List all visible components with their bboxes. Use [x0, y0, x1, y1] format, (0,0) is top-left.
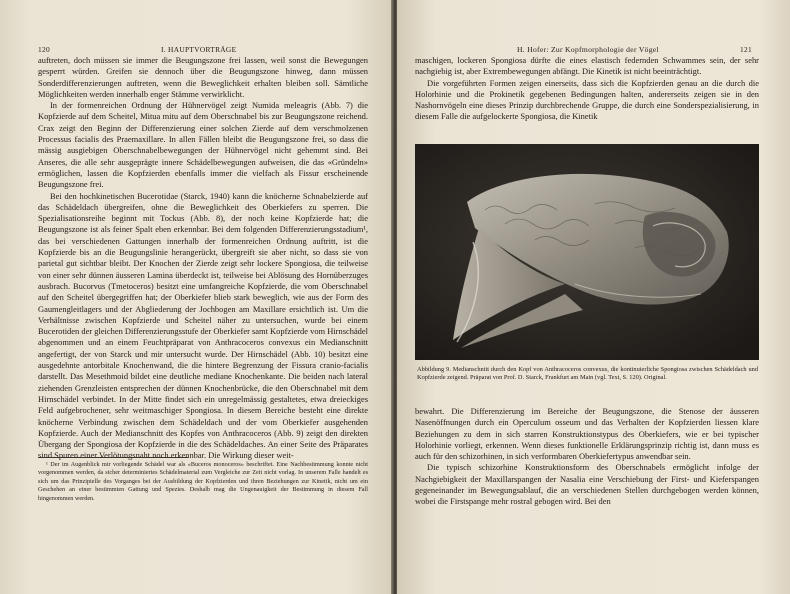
left-body-text — [38, 55, 368, 462]
left-paragraph-2: In der formenreichen Ordnung der Hühnervögel zeigt Numida meleagris (Abb. 7) die Kopfzierde auf dem Scheitel, Mitua mitu auf dem Oberschnabel bis zur Beugungszone reichend. Crax zeigt den Beginn der Differenzierung einer solchen Zierde auf dem verschmolzenen Processus facialis des Praemaxillare. In allen Fällen bleibt die Beugungszone frei, so dass die mässig ausgiebigen Oberschnabelbewegungen der Hühnervögel nicht gehemmt sind. Bei Anseres, die alle sehr ausgeprägte innere Schädelbewegungen aufweisen, die das «Gründeln» ermöglichen, lassen die Kopfzierden ebenfalls immer die vielfach als Fissur erscheinende Beugungszone frei. — [38, 100, 368, 190]
footnote-rule — [38, 457, 188, 458]
right-paragraph-3: bewahrt. Die Differenzierung im Bereiche der Beugungszone, die Stenose der äusseren Nasenöffnungen durch ein Operculum osseum und das Verhalten der Kopfzierden liessen klare Beziehungen zu dem in sich starren Konstruktionstypus des Oberkiefers, wie er bei typischer Holorhinie vorliegt, erkennen. Wenn dieses funktionelle Erklärungsprinzip richtig ist, dann muss es auch für den schizorhinen, in sich verformbaren Oberkiefertypus anwendbar sein. — [415, 406, 759, 462]
left-paragraph-3: Bei den hochkinetischen Bucerotidae (Starck, 1940) kann die knöcherne Schnabelzierde auf das Schädeldach übergreifen, ohne die Beweglichkeit des Oberkiefers zu sperren. Die Spezialisationsreihe beginnt mit Tockus (Abb. 8), der noch keine Kopfzierde hat; die Beugungszone ist als feiner Spalt eben erkennbar. Bei dem folgenden Differenzierungsstadium¹, das bei verschiedenen Gattungen innerhalb der formenreichen Ordnung auftritt, ist die Kopfzierde bis an die Beugungslinie herangerückt, übergreift sie aber nicht, so dass sie von parietal gut sichtbar bleibt. Der Knochen der Zierde zeigt sehr lockere Spongiosa, die teilweise von einer sehr dünnen äusseren Lamina überdeckt ist, teilweise bei Ablösung des Hornüberzuges ausbrach. Bucorvus (Tmetoceros) besitzt eine umfangreiche Kopfzierde, die vom Oberschnabel auf den Scheitel übergegriffen hat; der Oberkiefer blieb stark beweglich, wie aus der Form des Gaumengleitlagers und der Abgliederung der Jochbogen am Maxillare ersichtlich ist. Um die Verhältnisse zwischen Kopfzierde und Scheitel näher zu untersuchen, wurde bei einem Bucerotiden der gleichen Differenzierungsstufe der Oberkiefer samt Kopfzierde vom Hirnschädel abgenommen und an einem Feuchtpräparat von Anthracoceros convexus ein Medianschnitt angefertigt, der von Starck und mir untersucht wurde. Der Hirnschädel (Abb. 10) besitzt eine ausgedehnte antorbitale Knochenwand, die die hintere Begrenzung der Fissura cranio-facialis darstellt. Das Mesethmoid bildet eine deutliche mediane Knochenkante. Die beiden nach lateral ziehenden Grenzleisten entsprechen der dünnen Knochenbrücke, die den Oberschnabel mit dem Hirnschädel verbindet. In der Mitte findet sich ein unregelmässig gestaltetes, etwa dreieckiges Feld aufgebrochener, sehr weitmaschiger Spongiosa. In diesem Bereiche besteht eine direkte knöcherne Verbindung zwischen dem Schädeldach und der vom Oberkiefer ausgehenden Kopfzierde. Auch der Medianschnitt des Kopfes von Anthracoceros (Abb. 9) zeigt den direkten Übergang der Spongiosa der Kopfzierde in die des Schädeldaches. An einer Seite des Präparates sind Spuren einer Verlötungsnaht noch erkennbar. Die Wirkung dieser weit- — [38, 190, 368, 461]
left-page-number: 120 — [38, 45, 50, 54]
left-running-title: I. HAUPTVORTRÄGE — [161, 45, 237, 54]
right-paragraph-1: maschigen, lockeren Spongiosa dürfte die eines elastisch federnden Schwammes sein, der sehr nachgiebig ist, aber Extrembewegungen abfängt. Die Kinetik ist nicht beeinträchtigt. — [415, 55, 759, 77]
left-page — [0, 0, 393, 594]
left-paragraph-1: auftreten, doch müssen sie immer die Beugungszone frei lassen, weil sonst die Bewegungen gesperrt würden. Greifen sie dennoch über die Beugungszone hinweg, dann müssen Sonderdifferenzierungen auftreten, wenn die Beweglichkeit erhalten bleiben soll. Sämtliche Möglichkeiten werden innerhalb enger Stämme verwirklicht. — [38, 55, 368, 99]
figure-hornbill-skull-section — [415, 144, 759, 360]
right-running-title: H. Hofer: Zur Kopfmorphologie der Vögel — [517, 45, 659, 54]
right-page — [397, 0, 790, 594]
skull-section-photo — [415, 144, 759, 360]
right-top-text — [415, 55, 759, 123]
right-paragraph-4: Die typisch schizorhine Konstruktionsform des Oberschnabels ermöglicht infolge der Nachgiebigkeit der Maxillarspangen der Nasalia eine Verschiebung der First- und Kieferspangen gegeneinander im Bewegungsablauf, die an verschiedenen Stellen durchgebogen werden können, wobei die Firstspange mehr rostral gebogen wird. Bei den — [415, 462, 759, 507]
right-bottom-text — [415, 406, 759, 508]
footnote-text: ¹ Der im Augenblick mir vorliegende Schädel war als «Buceros monoceros» beschriftet. Eine Nachbestimmung konnte nicht vorgenommen werden, da sicher determiniertes Schädelmaterial zum Vergleiche zur Zeit nicht vorlag. In unserem Falle handelt es sich um das Prinzipielle des Vorganges bei der Ausbildung der Kopfzierden und ihren Beziehungen zur Kinetik, nicht um ein Geschehen an einer bestimmten Gattung und Spezies. Deshalb mag die Ungenauigkeit der Bestimmung in diesem Fall hingenommen werden. — [38, 461, 368, 502]
figure-caption: Abbildung 9. Medianschnitt durch den Kopf von Anthracoceros convexus, die kontinuierliche Spongiosa zwischen Schädeldach und Kopfzierde zeigend. Präparat von Prof. D. Starck, Frankfurt am Main (vgl. Text, S. 120). Original. — [417, 366, 758, 382]
left-footnote — [38, 461, 368, 503]
right-page-number: 121 — [740, 45, 752, 54]
right-paragraph-2: Die vorgeführten Formen zeigen einerseits, dass sich die Kopfzierden genau an die durch die Holorhinie und die Prokinetik gegebenen Bedingungen halten, andererseits zeigen sie in den Nashornvögeln eine dieses Prinzip durchbrechende Gruppe, die durch eine Sonderspezialisierung, in diesem Falle die aufgelockerte Spongiosa, die Kinetik — [415, 77, 759, 122]
